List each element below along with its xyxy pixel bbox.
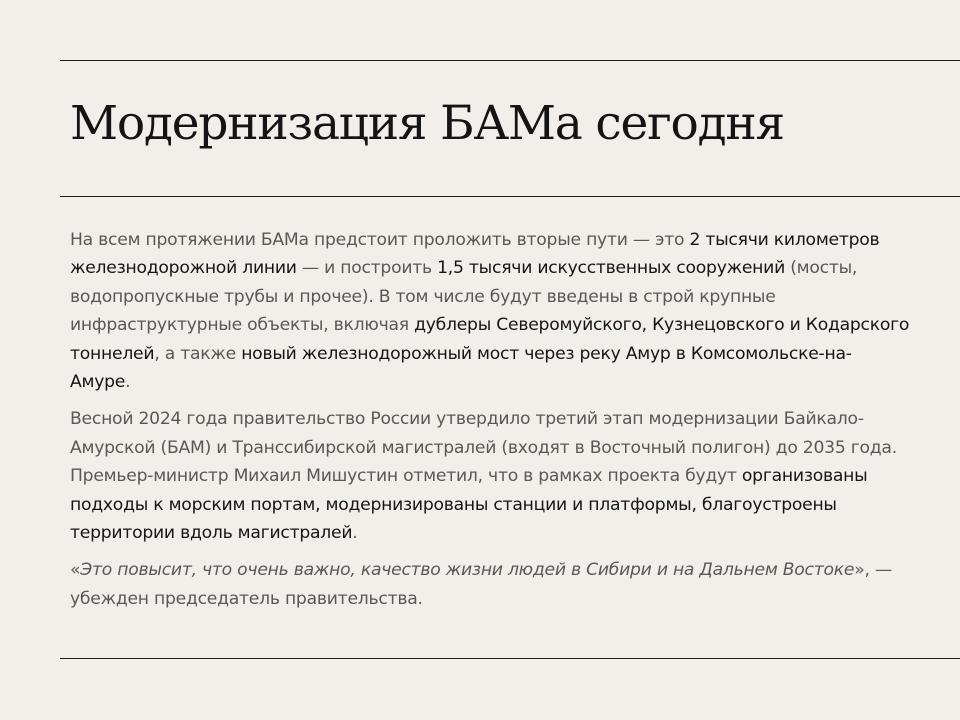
highlight-structures: 1,5 тысячи искусственных сооружений	[437, 258, 785, 279]
highlight-project-goals: организованы подходы к морским портам, модернизированы станции и платформы, благоустроены территории вдоль магистралей	[70, 466, 868, 544]
quote-text: Это повысит, что очень важно, качество жизни людей в Сибири и на Дальнем Востоке	[80, 560, 855, 581]
paragraph-1-text: — и построить	[296, 258, 438, 279]
paragraph-1	[70, 226, 910, 396]
page-title: Модернизация БАМа сегодня	[70, 96, 784, 151]
paragraph-2	[70, 405, 910, 547]
article-body	[70, 226, 910, 622]
title-divider	[60, 196, 960, 197]
paragraph-2-text: .	[352, 523, 358, 544]
quote-attribution: », — убежден председатель правительства.	[70, 560, 892, 609]
paragraph-1-text: (мосты, водопропускные трубы и прочее). В том числе будут введены в строй крупные инфраструктурные объекты, включая	[70, 258, 858, 336]
top-divider	[60, 60, 960, 61]
paragraph-2-text: Весной 2024 года правительство России утвердило третий этап модернизации Байкало-Амурской (БАМ) и Транссибирской магистралей (входят в Восточный полигон) до 2035 года. Премьер-министр Михаил Мишустин отметил, что в рамках проекта будут	[70, 409, 897, 487]
bottom-divider	[60, 658, 960, 659]
paragraph-1-text: .	[125, 372, 131, 393]
highlight-track-length: 2 тысячи километров железнодорожной линии	[70, 230, 880, 279]
highlight-tunnels: дублеры Северомуйского, Кузнецовского и Кодарского тоннелей	[70, 315, 910, 364]
highlight-amur-bridge: новый железнодорожный мост через реку Амур в Комсомольске-на-Амуре	[70, 343, 852, 393]
paragraph-1-text: На всем протяжении БАМа предстоит проложить вторые пути — это	[70, 230, 690, 250]
quote-open-mark: «	[70, 560, 81, 581]
paragraph-1-text: , а также	[154, 343, 242, 364]
paragraph-3-quote	[70, 556, 910, 613]
